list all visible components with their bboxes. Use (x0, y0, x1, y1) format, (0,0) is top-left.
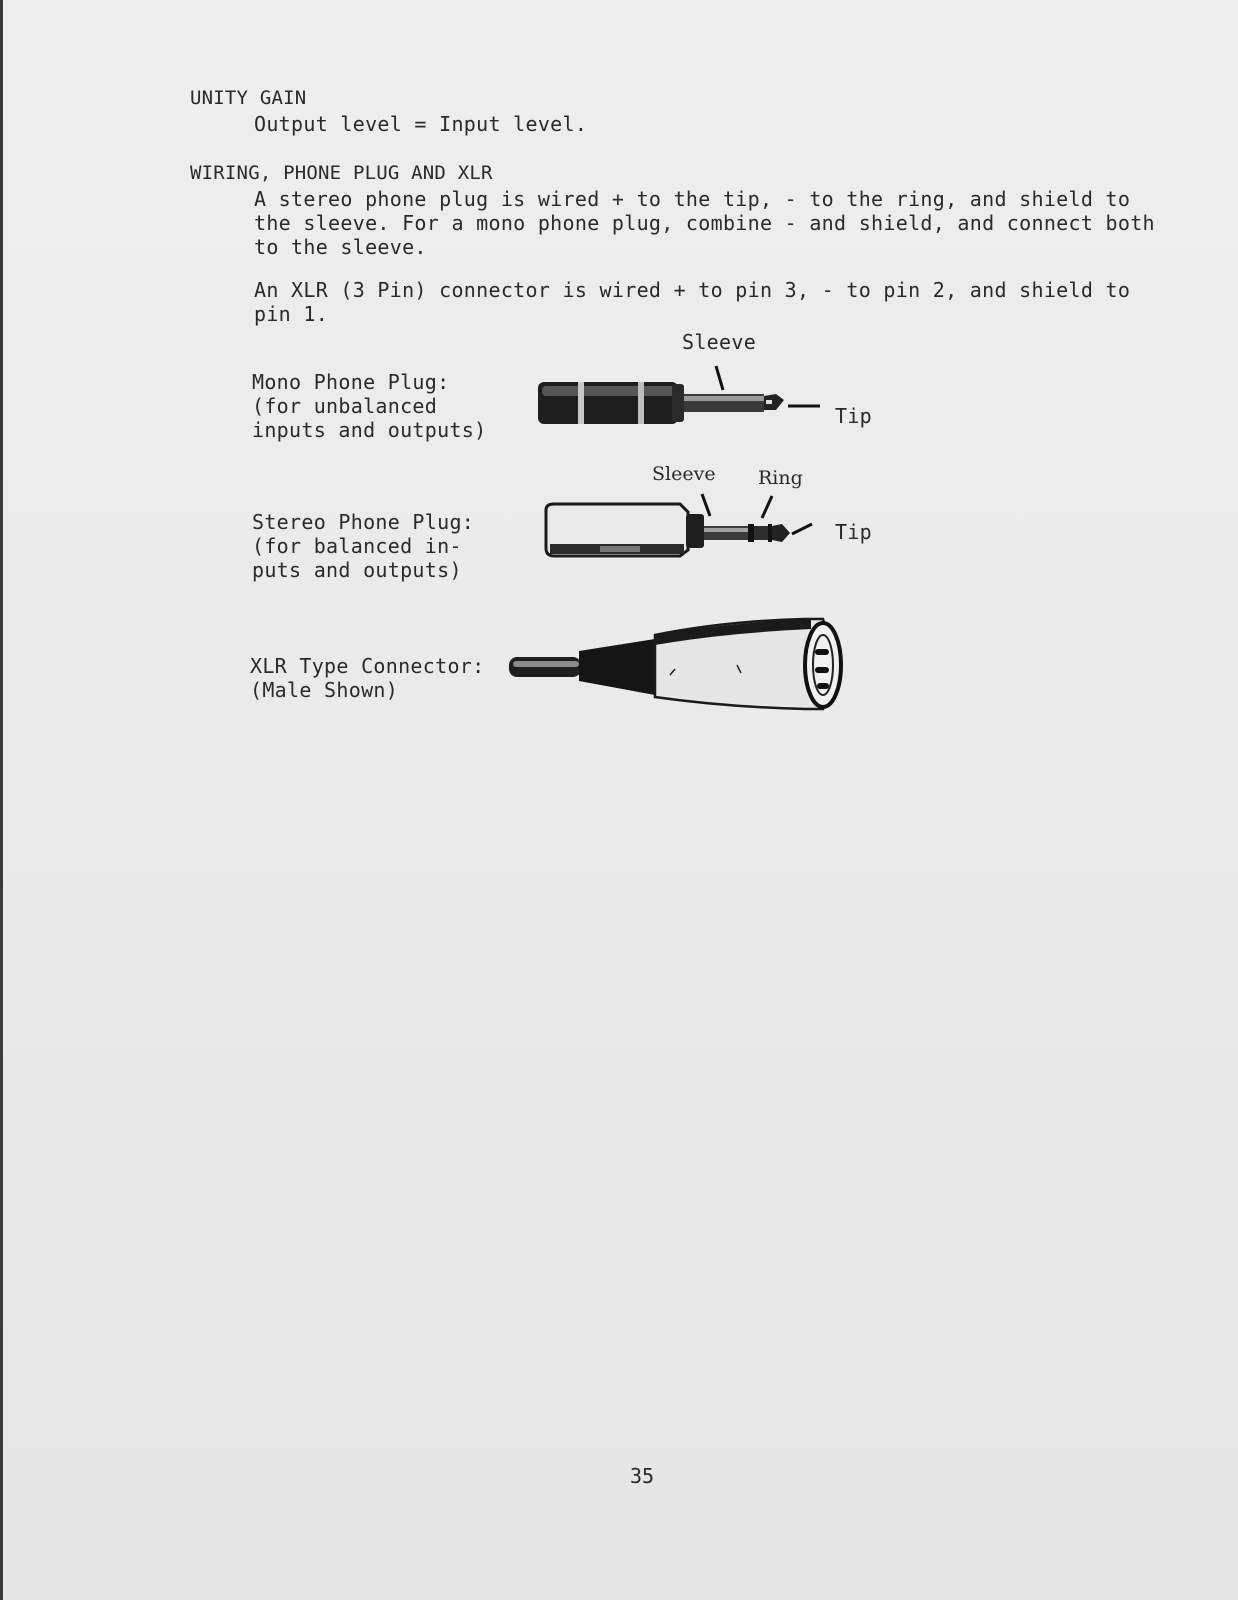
stereo-tip-leader (792, 524, 812, 534)
mono-sleeve-leader (716, 366, 723, 390)
stereo-plug-tip (772, 524, 790, 542)
xlr-boot (579, 639, 655, 695)
page-number: 35 (630, 1464, 655, 1488)
unity-gain-heading: UNITY GAIN (190, 87, 307, 109)
stereo-sleeve-label: Sleeve (652, 463, 716, 485)
wiring-heading: WIRING, PHONE PLUG AND XLR (190, 162, 493, 184)
xlr-pin (815, 649, 829, 655)
mono-phone-plug-illustration (530, 360, 835, 450)
stereo-plug-caption: Stereo Phone Plug: (for balanced in- puts and outputs) (252, 510, 475, 582)
xlr-pin (817, 683, 829, 689)
stereo-phone-plug-illustration (540, 490, 835, 570)
mono-tip-label: Tip (835, 404, 873, 428)
mono-sleeve-label: Sleeve (682, 330, 757, 354)
stereo-plug-ring (754, 526, 768, 540)
stereo-sleeve-leader (702, 494, 710, 516)
wiring-paragraph-phone: A stereo phone plug is wired + to the tip, - to the ring, and shield to the sleeve. For a mono phone plug, combine - and shield, and connect both to the sleeve. (254, 187, 1155, 259)
stereo-ring-label: Ring (758, 467, 803, 489)
mono-plug-caption: Mono Phone Plug: (for unbalanced inputs and outputs) (252, 370, 487, 442)
stereo-ring-leader (762, 496, 772, 518)
xlr-pin (815, 667, 829, 673)
stereo-tip-label: Tip (835, 520, 873, 544)
wiring-paragraph-xlr: An XLR (3 Pin) connector is wired + to pin 3, - to pin 2, and shield to pin 1. (254, 278, 1131, 326)
scan-edge (0, 0, 3, 1600)
unity-gain-body: Output level = Input level. (254, 112, 588, 136)
xlr-connector-caption: XLR Type Connector: (Male Shown) (250, 654, 485, 702)
xlr-connector-illustration (505, 615, 855, 715)
